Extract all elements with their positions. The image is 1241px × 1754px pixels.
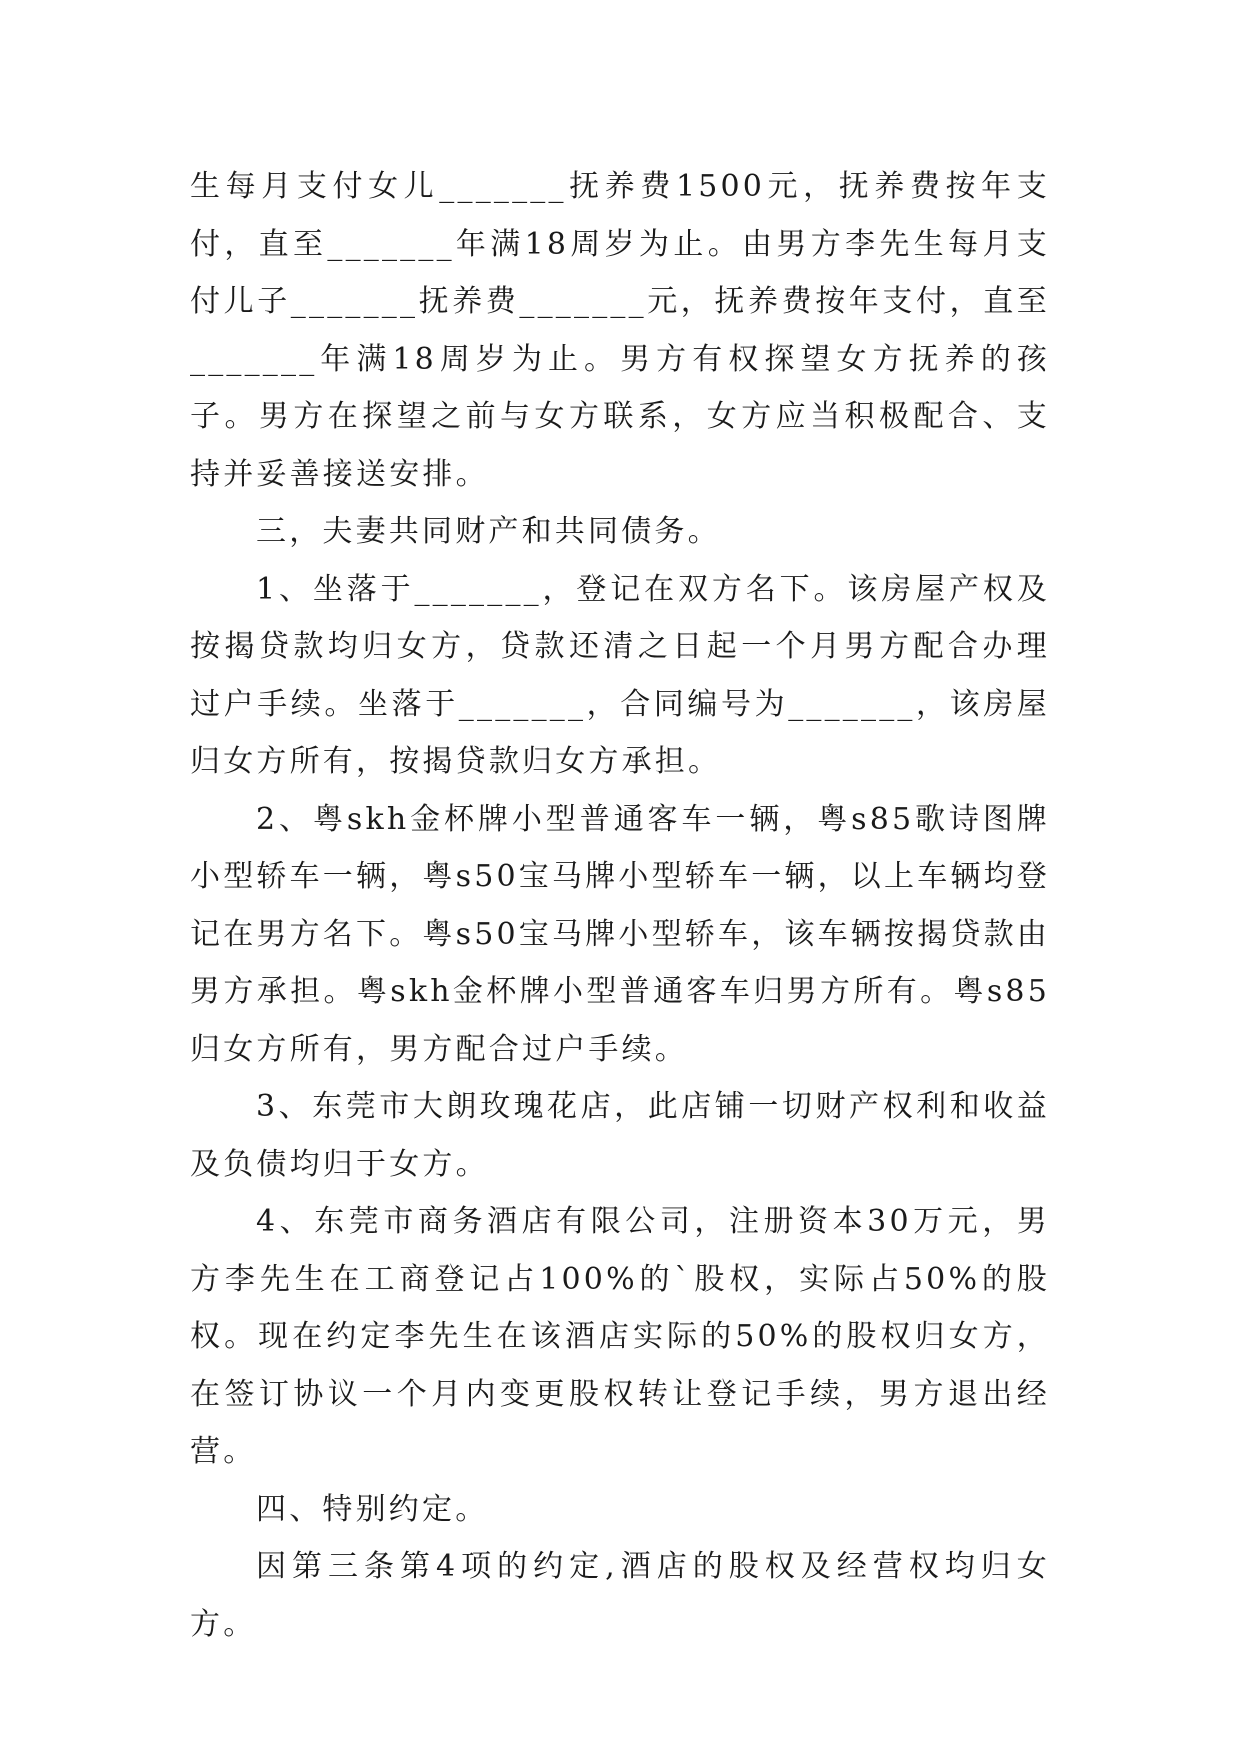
paragraph-special-agreement: 因第三条第4项的约定,酒店的股权及经营权均归女方。 [190,1549,1050,1642]
paragraph-child-support: 生每月支付女儿_______抚养费1500元，抚养费按年支付，直至_______年满18周岁为止。由男方李先生每月支付儿子_______抚养费_______元，抚养费按年支付，直至_______年满18周岁为止。男方有权探望女方抚养的孩子。男方在探望之前与女方联系，女方应当积极配合、支持并妥善接送安排。 [190,169,1050,492]
paragraph-house: 1、坐落于_______，登记在双方名下。该房屋产权及按揭贷款均归女方，贷款还清之日起一个月男方配合办理过户手续。坐落于_______，合同编号为_______，该房屋归女方所有，按揭贷款归女方承担。 [190,571,1050,779]
document-page [190,158,1050,1653]
paragraph-vehicles: 2、粤skh金杯牌小型普通客车一辆，粤s85歌诗图牌小型轿车一辆，粤s50宝马牌小型轿车一辆，以上车辆均登记在男方名下。粤s50宝马牌小型轿车，该车辆按揭贷款由男方承担。粤skh金杯牌小型普通客车归男方所有。粤s85归女方所有，男方配合过户手续。 [190,801,1050,1067]
heading-joint-property: 三，夫妻共同财产和共同债务。 [256,514,721,549]
heading-special-agreement: 四、特别约定。 [256,1491,489,1527]
paragraph-flower-shop: 3、东莞市大朗玫瑰花店，此店铺一切财产权利和收益及负债均归于女方。 [190,1089,1050,1182]
paragraph-hotel-company: 4、东莞市商务酒店有限公司，注册资本30万元，男方李先生在工商登记占100%的`股权，实际占50%的股权。现在约定李先生在该酒店实际的50%的股权归女方，在签订协议一个月内变更股权转让登记手续，男方退出经营。 [190,1204,1050,1469]
